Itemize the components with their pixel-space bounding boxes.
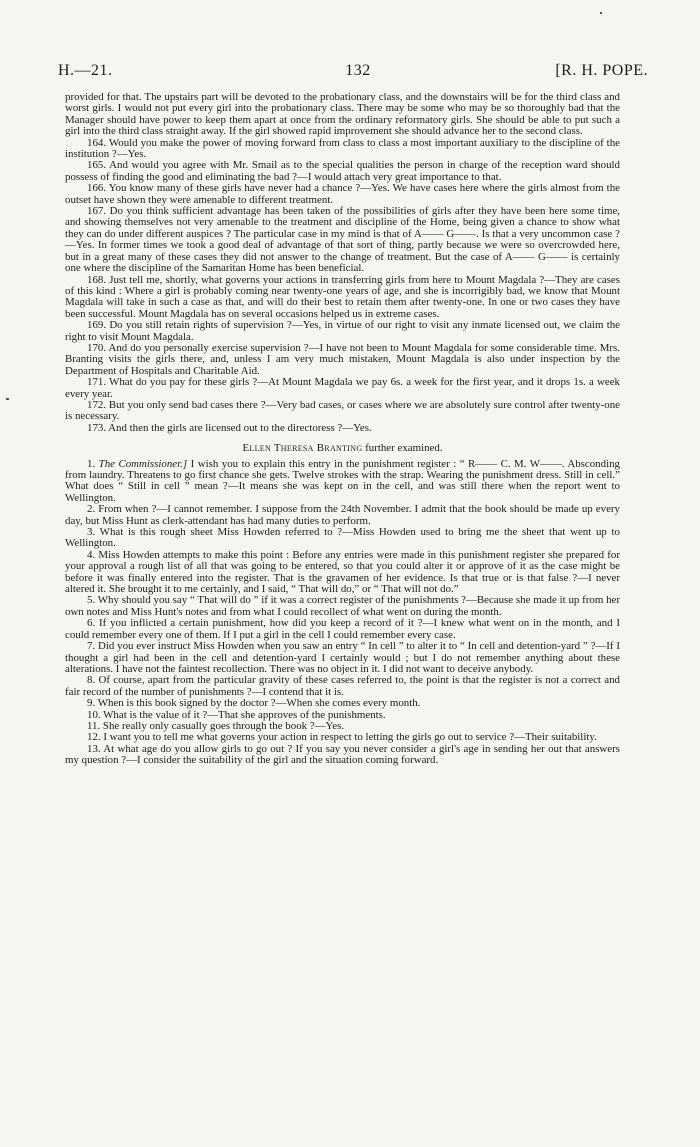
margin-mark <box>600 12 602 14</box>
paragraph: 172. But you only send bad cases there ?—Very bad cases, or cases where we are absolutely sure control after twenty-one is necessary. <box>65 398 620 423</box>
question-number: 1. <box>87 457 99 470</box>
paragraph: 6. If you inflicted a certain punishment, how did you keep a record of it ?—I knew what went on in the month, and I could remember every one of them. If I put a girl in the cell I could remember every case. <box>65 617 620 641</box>
witness-heading-name: Ellen Theresa Branting <box>242 442 363 455</box>
section-heading <box>65 443 620 454</box>
paragraph: 2. From when ?—I cannot remember. I suppose from the 24th November. I admit that the book should be made up every day, but Miss Hunt as clerk-attendant has had many duties to perform. <box>65 503 620 527</box>
document-body <box>65 92 620 767</box>
paragraph: provided for that. The upstairs part will be devoted to the probationary class, and the downstairs will be for the third class and worst girls. I would not put every girl into the probationary class. There may be some who may be so thoroughly bad that the Manager should have power to keep them apart at once from the ordinary reformatory girls. She should be able to put such a girl into the third class straight away. If the girl showed rapid improvement she should advance her to the second class. <box>65 91 620 138</box>
paragraph: 169. Do you still retain rights of supervision ?—Yes, in virtue of our right to visit any inmate licensed out, we claim the right to visit Mount Magdala. <box>65 319 620 343</box>
witness-name: [R. H. POPE. <box>555 62 648 79</box>
speaker-label: The Commissioner.] <box>98 457 188 470</box>
paragraph: 165. And would you agree with Mr. Smail as to the special qualities the person in charge of the reception ward should possess of finding the good and eliminating the bad ?—I would attach very great importance to that. <box>65 159 620 183</box>
paragraph: 11. She really only casually goes through the book ?—Yes. <box>87 719 345 732</box>
paragraph: 9. When is this book signed by the doctor ?—When she comes every month. <box>87 697 421 710</box>
paragraph: 170. And do you personally exercise supervision ?—I have not been to Mount Magdala for some considerable time. Mrs. Branting visits the girls there, and, unless I am very much mistaken, Mount Magdala is also under inspection by the Department of Hospitals and Charitable Aid. <box>65 341 620 377</box>
paragraph: 8. Of course, apart from the particular gravity of these cases referred to, the point is that the register is not a correct and fair record of the number of punishments ?—I contend that it is. <box>65 674 620 698</box>
document-reference: H.—21. <box>58 62 113 79</box>
witness-heading-rest: further examined. <box>362 442 443 455</box>
paragraph: 167. Do you think sufficient advantage has been taken of the possibilities of girls after they have been here some time, and showing themselves not very amenable to the treatment and discipline of the Home, being given a chance to show what they can do under different auspices ? The particular case in my mind is that of A—— G——. Is that a very uncommon case ?—Yes. In former times we took a good deal of advantage of that sort of thing, partly because we were so overcrowded here, but in a great many of these cases they did not answer to the change of treatment. But the case of A—— G—— is certainly one where the discipline of the Samaritan Home has been beneficial. <box>65 205 620 275</box>
paragraph: 171. What do you pay for these girls ?—At Mount Magdala we pay 6s. a week for the first year, and it drops 1s. a week every year. <box>65 376 620 400</box>
paragraph: 168. Just tell me, shortly, what governs your actions in transferring girls from here to Mount Magdala ?—They are cases of this kind : Where a girl is probably coming near twenty-one years of age, and she is incorrigibly bad, we know that Mount Magdala will take in such a case as that, and will do their best to retain them after twenty-one. In one or two cases they have been successful. Mount Magdala has on several occasions helped us in extreme cases. <box>65 273 620 320</box>
paragraph: 166. You know many of these girls have never had a chance ?—Yes. We have cases here where the girls almost from the outset have shown they were amenable to different treatment. <box>65 182 620 206</box>
paragraph: 12. I want you to tell me what governs your action in respect to letting the girls go out to service ?—Their suitability. <box>87 731 597 744</box>
paragraph <box>65 459 620 505</box>
page-header <box>58 62 648 82</box>
paragraph: 13. At what age do you allow girls to go out ? If you say you never consider a girl's age in sending her out that answers my question ?—I consider the suitability of the girl and the situation coming forward. <box>65 742 620 767</box>
paragraph: 7. Did you ever instruct Miss Howden when you saw an entry “ In cell ” to alter it to “ In cell and detention-yard ” ?—If I thought a girl had been in the cell and detention-yard I certainly would ; but I do not remember anything about these alterations. I have not the faintest recollection. There was no object in it. I did not want to deceive anybody. <box>65 640 620 675</box>
margin-mark <box>6 398 9 400</box>
paragraph: 10. What is the value of it ?—That she approves of the punishments. <box>87 708 386 721</box>
paragraph: 4. Miss Howden attempts to make this point : Before any entries were made in this punishment register she prepared for your approval a rough list of all that was going to be entered, so that you could alter it or approve of it as the case might be before it was finally entered into the register. That is the gravamen of her evidence. Is that true or is that false ?—I never altered it. She brought it to me certainly, and I said, “ That will do,” or “ That will not do.” <box>65 548 620 596</box>
paragraph: 5. Why should you say “ That will do ” if it was a correct register of the punishments ?—Because she made it up from her own notes and Miss Hunt's notes and from what I could recollect of what went on during the month. <box>65 594 620 618</box>
page-number: 132 <box>345 62 371 79</box>
paragraph: 164. Would you make the power of moving forward from class to class a most important auxiliary to the discipline of the institution ?—Yes. <box>65 136 620 161</box>
paragraph-text: I wish you to explain this entry in the punishment register : “ R—— C. M. W——. Absconding from laundry. Threatens to go first chance she gets. Twelve strokes with the strap. Wearing the punishment dress. Still in cell.” What does “ Still in cell ” mean ?—It means she was kept on in the cell, and was still there when the report went to Wellington. <box>65 457 620 504</box>
paragraph: 173. And then the girls are licensed out to the directoress ?—Yes. <box>87 421 372 434</box>
paragraph: 3. What is this rough sheet Miss Howden referred to ?—Miss Howden used to bring me the sheet that went up to Wellington. <box>65 526 620 550</box>
